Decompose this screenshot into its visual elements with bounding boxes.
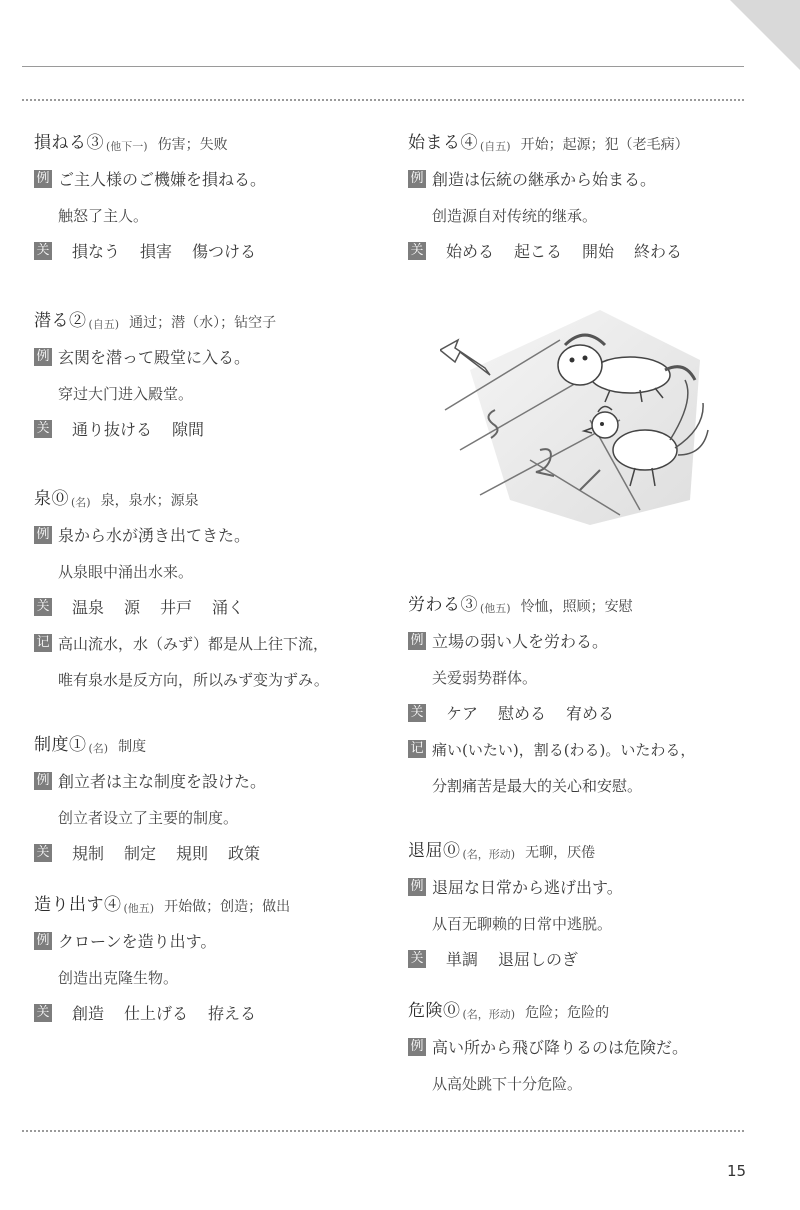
- right-column-lower: [408, 574, 768, 1104]
- meaning: 通过；潜（水）；钻空子: [129, 315, 277, 331]
- example-label: 例: [34, 772, 52, 790]
- related-word: 涌く: [212, 598, 245, 617]
- headword: 潜る②: [34, 311, 87, 331]
- related-label: 关: [408, 950, 426, 968]
- related-word: 仕上げる: [124, 1004, 189, 1023]
- related-word: 損害: [140, 242, 173, 261]
- related-word: 単調: [446, 950, 479, 969]
- example-sentence: 高い所から飛び降りるのは危険だ。: [432, 1038, 689, 1057]
- related-word: 源: [124, 598, 141, 617]
- example-label: 例: [408, 170, 426, 188]
- related-word: 始める: [446, 242, 495, 261]
- headword: 危険⓪: [408, 1001, 461, 1021]
- part-of-speech: (名，形动): [462, 848, 516, 861]
- related-word: 退屈しのぎ: [498, 950, 579, 969]
- example-sentence: 創造は伝統の継承から始まる。: [432, 170, 657, 189]
- part-of-speech: (名): [71, 496, 91, 509]
- vocab-entry: [34, 112, 394, 290]
- memo-text: 高山流水，水（みず）都是从上往下流，: [58, 635, 329, 653]
- related-word: 政策: [228, 844, 261, 863]
- related-label: 关: [408, 704, 426, 722]
- example-label: 例: [34, 348, 52, 366]
- left-column: [34, 112, 394, 1034]
- part-of-speech: (自五): [480, 140, 511, 153]
- headword: 労わる③: [408, 595, 478, 615]
- related-word: 拵える: [208, 1004, 257, 1023]
- vocab-entry: [34, 468, 394, 714]
- vocab-entry: [408, 980, 768, 1104]
- top-dotted-rule: [22, 99, 744, 101]
- translation: 穿过大门进入殿堂。: [58, 385, 194, 403]
- example-sentence: 立場の弱い人を労わる。: [432, 632, 609, 651]
- related-word: 通り抜ける: [72, 420, 153, 439]
- related-word: 井戸: [160, 598, 193, 617]
- meaning: 开始做；创造；做出: [164, 899, 291, 915]
- related-word: 制定: [124, 844, 157, 863]
- meaning: 泉，泉水；源泉: [100, 493, 199, 509]
- headword: 制度①: [34, 735, 87, 755]
- related-word: 慰める: [498, 704, 547, 723]
- example-label: 例: [408, 1038, 426, 1056]
- page-number: 15: [727, 1162, 747, 1180]
- meaning: 制度: [118, 739, 147, 755]
- memo-text: 痛い(いたい)，割る(わる)。いたわる，: [432, 741, 696, 759]
- headword: 泉⓪: [34, 489, 69, 509]
- translation: 创造出克隆生物。: [58, 969, 179, 987]
- page-corner-decoration: [730, 0, 800, 70]
- right-column: [408, 112, 768, 262]
- related-label: 关: [34, 242, 52, 260]
- arrow-icon: [440, 340, 490, 375]
- example-label: 例: [34, 526, 52, 544]
- vocab-entry: [34, 290, 394, 468]
- related-label: 关: [34, 1004, 52, 1022]
- related-word: 開始: [582, 242, 615, 261]
- example-sentence: 玄関を潜って殿堂に入る。: [58, 348, 251, 367]
- vocab-entry: [408, 820, 768, 980]
- horse-rooster-illustration: [440, 300, 710, 540]
- memo-label: 记: [34, 634, 52, 652]
- memo-text-continued: 分割痛苦是最大的关心和安慰。: [432, 777, 643, 795]
- related-word: 温泉: [72, 598, 105, 617]
- translation: 从高处跳下十分危险。: [432, 1075, 583, 1093]
- related-word: 起こる: [514, 242, 563, 261]
- vocab-entry: [408, 574, 768, 820]
- translation: 创造源自对传统的继承。: [432, 207, 598, 225]
- meaning: 伤害；失败: [157, 137, 228, 153]
- headword: 損ねる③: [34, 133, 104, 153]
- translation: 从泉眼中涌出水来。: [58, 563, 194, 581]
- translation: 触怒了主人。: [58, 207, 149, 225]
- vocab-entry: [34, 874, 394, 1034]
- meaning: 危险；危险的: [525, 1005, 610, 1021]
- headword: 退屈⓪: [408, 841, 461, 861]
- related-word: ケア: [446, 704, 479, 723]
- vocab-entry: [408, 112, 768, 262]
- part-of-speech: (名): [88, 742, 109, 755]
- part-of-speech: (他五): [123, 902, 155, 915]
- part-of-speech: (他下一): [106, 140, 148, 153]
- example-sentence: 退屈な日常から逃げ出す。: [432, 878, 623, 897]
- example-label: 例: [408, 878, 426, 896]
- related-word: 損なう: [72, 242, 121, 261]
- top-rule: [22, 66, 744, 67]
- part-of-speech: (自五): [88, 318, 120, 331]
- memo-label: 记: [408, 740, 426, 758]
- translation: 从百无聊赖的日常中逃脱。: [432, 915, 613, 933]
- related-word: 傷つける: [192, 242, 257, 261]
- meaning: 怜恤，照顾；安慰: [520, 599, 633, 615]
- related-word: 終わる: [634, 242, 683, 261]
- example-sentence: 泉から水が湧き出てきた。: [58, 526, 251, 545]
- related-word: 隙間: [172, 420, 205, 439]
- memo-text-continued: 唯有泉水是反方向，所以みず变为ずみ。: [58, 671, 329, 689]
- example-sentence: 創立者は主な制度を設けた。: [58, 772, 267, 791]
- related-label: 关: [34, 420, 52, 438]
- headword: 始まる④: [408, 133, 478, 153]
- headword: 造り出す④: [34, 895, 122, 915]
- example-label: 例: [34, 932, 52, 950]
- example-sentence: ご主人様のご機嫌を損ねる。: [58, 170, 267, 189]
- related-word: 規制: [72, 844, 105, 863]
- example-label: 例: [34, 170, 52, 188]
- meaning: 无聊，厌倦: [525, 845, 596, 861]
- example-label: 例: [408, 632, 426, 650]
- vocab-entry: [34, 714, 394, 874]
- meaning: 开始；起源；犯（老毛病）: [520, 137, 689, 153]
- example-sentence: クローンを造り出す。: [58, 932, 217, 951]
- related-label: 关: [34, 844, 52, 862]
- translation: 创立者设立了主要的制度。: [58, 809, 239, 827]
- related-label: 关: [408, 242, 426, 260]
- bottom-dotted-rule: [22, 1130, 744, 1132]
- related-label: 关: [34, 598, 52, 616]
- related-word: 規則: [176, 844, 209, 863]
- related-word: 宥める: [566, 704, 615, 723]
- part-of-speech: (他五): [480, 602, 511, 615]
- translation: 关爱弱势群体。: [432, 669, 538, 687]
- related-word: 創造: [72, 1004, 105, 1023]
- part-of-speech: (名，形动): [462, 1008, 516, 1021]
